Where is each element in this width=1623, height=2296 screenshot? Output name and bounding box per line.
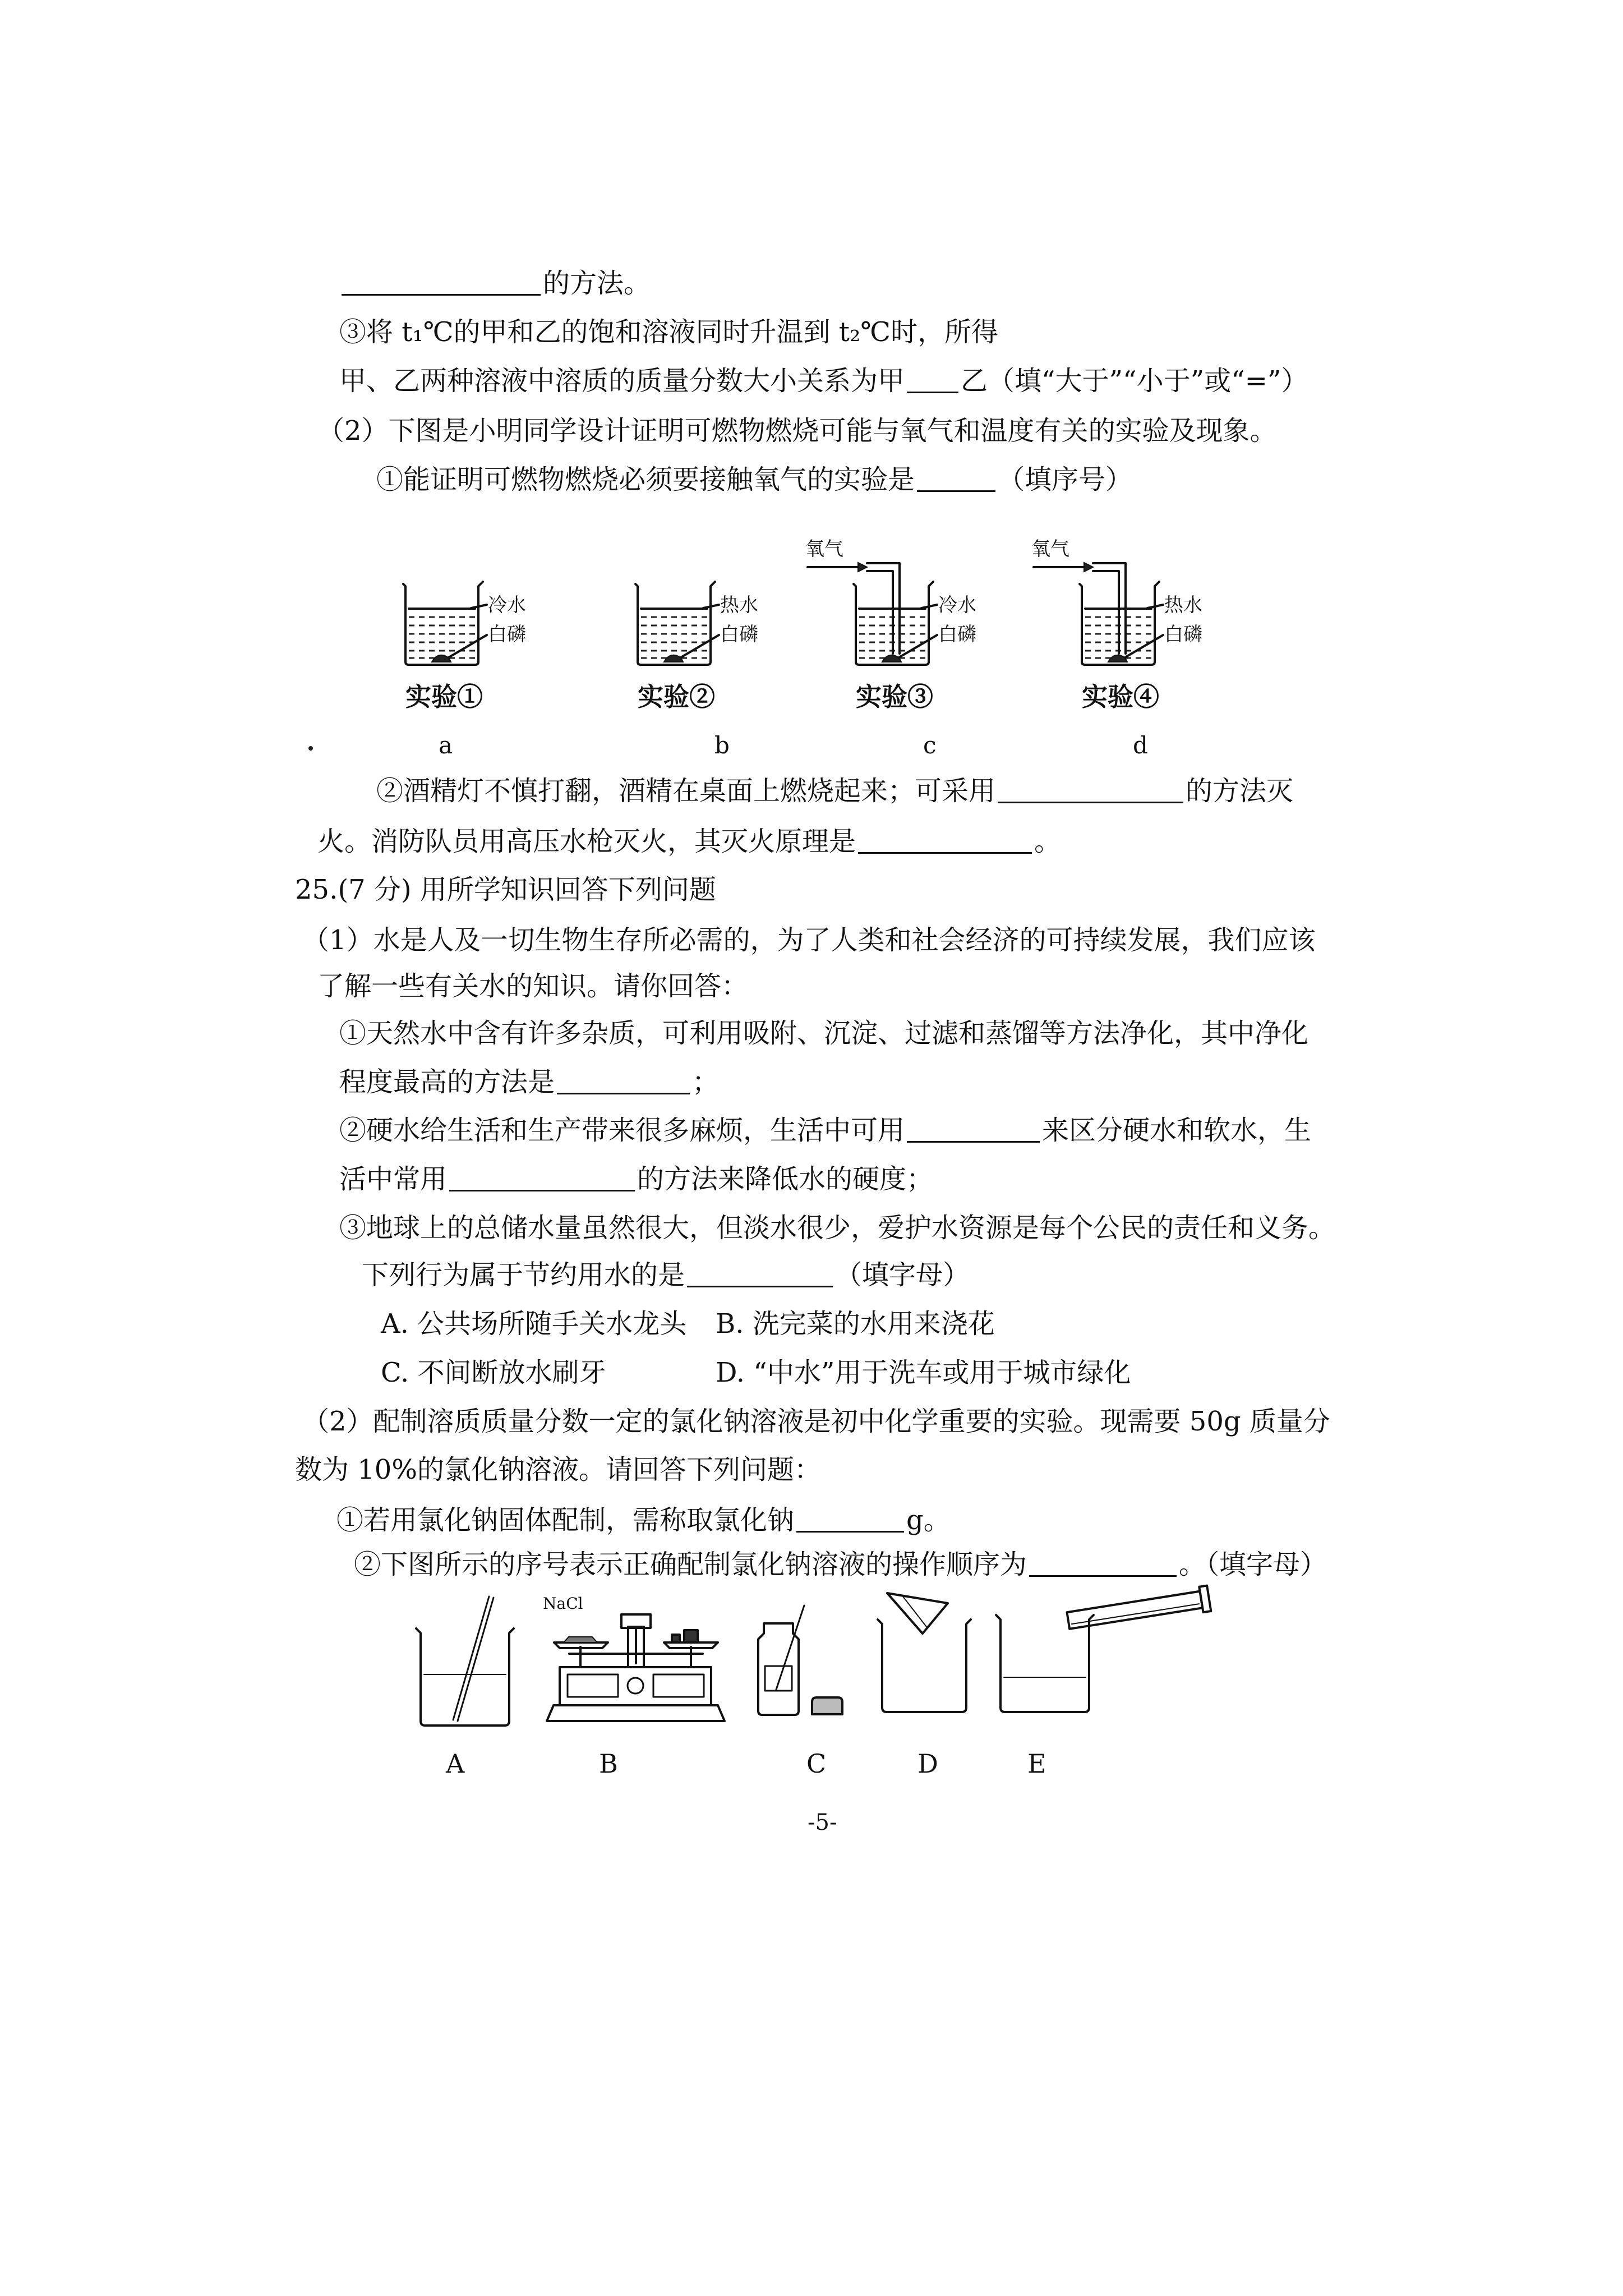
- option-a: A. 公共场所随手关水龙头: [381, 1308, 687, 1340]
- q25-part1-intro-line1: （1）水是人及一切生物生存所必需的，为了人类和社会经济的可持续发展，我们应该: [302, 924, 1316, 956]
- white-phosphorus: [432, 655, 451, 662]
- answer-blank: [687, 1263, 833, 1287]
- experiment-2-water-label: 热水: [720, 594, 758, 616]
- solution-preparation-figure: [393, 1571, 1234, 1739]
- q24-part2-q2-cont-after: 。: [1034, 826, 1062, 857]
- step-label-e: E: [1027, 1749, 1046, 1779]
- experiment-3-title: 实验③: [856, 682, 933, 712]
- option-d: D. “中水”用于洗车或用于城市绿化: [716, 1357, 1131, 1388]
- q25-part2-item1: [336, 1504, 951, 1536]
- answer-blank: [796, 1508, 904, 1533]
- paper-with-salt: [887, 1593, 948, 1634]
- experiment-3-substance-label: 白磷: [938, 623, 976, 646]
- answer-blank: [907, 369, 958, 393]
- q25-part2-intro-line1: （2）配制溶质质量分数一定的氯化钠溶液是初中化学重要的实验。现需要 50g 质量分: [302, 1406, 1330, 1437]
- label-leader-lines: [1125, 605, 1163, 657]
- q24-item3-line: ③将 t₁℃的甲和乙的饱和溶液同时升温到 t₂℃时，所得: [339, 316, 998, 348]
- beaker: [996, 1615, 1094, 1712]
- experiment-3-water-label: 冷水: [938, 594, 976, 616]
- q24-part2-intro: （2）下图是小明同学设计证明可燃物燃烧可能与氧气和温度有关的实验及现象。: [317, 415, 1277, 447]
- experiment-3-apparatus: [808, 563, 937, 665]
- step-label-c: C: [806, 1749, 827, 1779]
- answer-blank: [858, 830, 1032, 854]
- q25-item2-after: 来区分硬水和软水，生: [1042, 1115, 1312, 1146]
- experiment-2-title: 实验②: [638, 682, 715, 712]
- water-body: [409, 617, 475, 658]
- white-phosphorus: [664, 655, 683, 662]
- experiment-2-letter: b: [714, 731, 730, 759]
- experiment-4-substance-label: 白磷: [1164, 623, 1202, 646]
- experiment-4-apparatus: [1034, 563, 1163, 665]
- experiment-2-substance-label: 白磷: [720, 623, 758, 646]
- q25-item2-line1: [339, 1115, 1311, 1146]
- q25-item1-line2: [339, 1066, 719, 1098]
- glass-rod: [453, 1596, 494, 1721]
- q25-item2-before: ②硬水给生活和生产带来很多麻烦，生活中可用: [339, 1115, 905, 1146]
- option-b: B. 洗完菜的水用来浇花: [716, 1308, 995, 1340]
- balance-knob: [628, 1678, 643, 1694]
- q25-item2-cont-before: 活中常用: [339, 1163, 448, 1195]
- small-weight: [672, 1635, 680, 1642]
- experiment-4-letter: d: [1133, 731, 1148, 759]
- page-number: -5-: [808, 1810, 837, 1835]
- q24-part2-q2-after: 的方法灭: [1186, 775, 1294, 807]
- q25-heading: 25.(7 分) 用所学知识回答下列问题: [295, 874, 716, 905]
- arrow-head-icon: [1084, 563, 1093, 572]
- step-label-d: D: [917, 1749, 938, 1779]
- answer-blank: [557, 1070, 690, 1094]
- q25-item3-before: 下列行为属于节约用水的是: [362, 1259, 685, 1291]
- beaker: [403, 582, 483, 665]
- label-leader-lines: [449, 605, 487, 657]
- weighing-paper: [564, 1637, 597, 1642]
- balance-panel-left: [568, 1674, 618, 1697]
- q24-item3-after: 乙（填“大于”“小于”或“=”）: [961, 365, 1308, 397]
- answer-blank: [449, 1167, 635, 1191]
- experiment-4-water-label: 热水: [1164, 594, 1202, 616]
- q25-item3-after: （填字母）: [835, 1259, 970, 1291]
- q25-item1-after: ；: [692, 1066, 720, 1098]
- q25-item1-before: 程度最高的方法是: [339, 1066, 555, 1098]
- nacl-label: NaCl: [543, 1594, 583, 1613]
- q25-part2-item2-before: ②下图所示的序号表示正确配制氯化钠溶液的操作顺序为: [354, 1549, 1027, 1580]
- q24-part2-q1-line: [376, 464, 1132, 495]
- q24-item3-before: 甲、乙两种溶液中溶质的质量分数大小关系为甲: [339, 365, 905, 397]
- balance-panel-right: [653, 1674, 704, 1697]
- cylinder-body: [1067, 1591, 1202, 1629]
- q25-item3-line1: ③地球上的总储水量虽然很大，但淡水很少，爱护水资源是每个公民的责任和义务。: [339, 1212, 1336, 1244]
- beaker: [878, 1619, 971, 1712]
- q25-part2-item1-after: g。: [906, 1504, 951, 1536]
- beaker: [635, 582, 715, 665]
- q25-item3-line2: [362, 1259, 970, 1291]
- step-label-b: B: [599, 1749, 618, 1779]
- arrow-head-icon: [858, 563, 867, 572]
- experiment-1-water-label: 冷水: [488, 594, 526, 616]
- q25-item2-cont-after: 的方法来降低水的硬度；: [637, 1163, 934, 1195]
- answer-blank: [917, 468, 995, 492]
- experiment-1-title: 实验①: [405, 682, 483, 712]
- bottle-stopper: [812, 1697, 842, 1714]
- step-e-pouring-water: [996, 1586, 1211, 1712]
- q24-part2-q2-before: ②酒精灯不慎打翻，酒精在桌面上燃烧起来；可采用: [376, 775, 996, 807]
- experiment-2-apparatus: [635, 582, 719, 665]
- q24-item3-cont-line: [339, 365, 1308, 397]
- step-label-a: A: [446, 1749, 465, 1779]
- q24-part2-q2-cont-line: [317, 826, 1061, 857]
- white-phosphorus: [882, 655, 901, 662]
- label-leader-lines: [899, 605, 937, 657]
- graduated-cylinder: [1066, 1586, 1211, 1634]
- weight: [684, 1630, 698, 1642]
- experiment-1-apparatus: [403, 582, 487, 665]
- experiment-3-gas-label: 氧气: [805, 538, 843, 560]
- q24-part2-q2-cont-before: 火。消防队员用高压水枪灭火，其灭火原理是: [317, 826, 856, 857]
- q24-part2-q2-line: [376, 775, 1293, 807]
- q25-part2-item2-after: 。（填字母）: [1179, 1549, 1327, 1580]
- q25-item1-line1: ①天然水中含有许多杂质，可利用吸附、沉淀、过滤和蒸馏等方法净化，其中净化: [339, 1018, 1309, 1049]
- water-body: [641, 617, 707, 658]
- answer-blank: [998, 779, 1183, 803]
- q25-part1-intro-line2: 了解一些有关水的知识。请你回答：: [317, 970, 749, 1002]
- white-phosphorus: [1108, 655, 1127, 662]
- medicine-spoon: [776, 1605, 804, 1690]
- answer-blank: [907, 1119, 1040, 1143]
- label-leader-lines: [681, 605, 719, 657]
- q24-part2-q1-after: （填序号）: [998, 464, 1133, 495]
- experiment-4-title: 实验④: [1082, 682, 1159, 712]
- answer-blank: [342, 272, 541, 296]
- step-b-balance: [547, 1614, 725, 1721]
- balance-base: [547, 1705, 725, 1721]
- q24-method-line: [339, 268, 651, 299]
- experiment-1-letter: a: [439, 731, 453, 759]
- paper-fold: [903, 1596, 926, 1627]
- experiment-4-gas-label: 氧气: [1031, 538, 1069, 560]
- q25-part2-item1-before: ①若用氯化钠固体配制，需称取氯化钠: [336, 1504, 795, 1536]
- step-a-stirring: [416, 1596, 514, 1726]
- q25-part2-intro-line2: 数为 10%的氯化钠溶液。请回答下列问题：: [295, 1454, 821, 1485]
- q24-part2-q1-before: ①能证明可燃物燃烧必须要接触氧气的实验是: [376, 464, 915, 495]
- experiment-3-letter: c: [923, 731, 937, 759]
- scan-speck: [308, 746, 313, 751]
- option-c: C. 不间断放水刷牙: [381, 1357, 606, 1388]
- bottle-label: [765, 1666, 792, 1691]
- q24-method-text: 的方法。: [543, 268, 651, 299]
- step-d-pouring-solid: [878, 1593, 971, 1712]
- cylinder-water: [1072, 1604, 1199, 1624]
- balance-body: [560, 1667, 711, 1705]
- q25-item2-line2: [339, 1163, 933, 1195]
- step-c-reagent-bottle: [758, 1605, 842, 1715]
- balance-left-pan: [554, 1642, 608, 1648]
- experiment-1-substance-label: 白磷: [488, 623, 526, 646]
